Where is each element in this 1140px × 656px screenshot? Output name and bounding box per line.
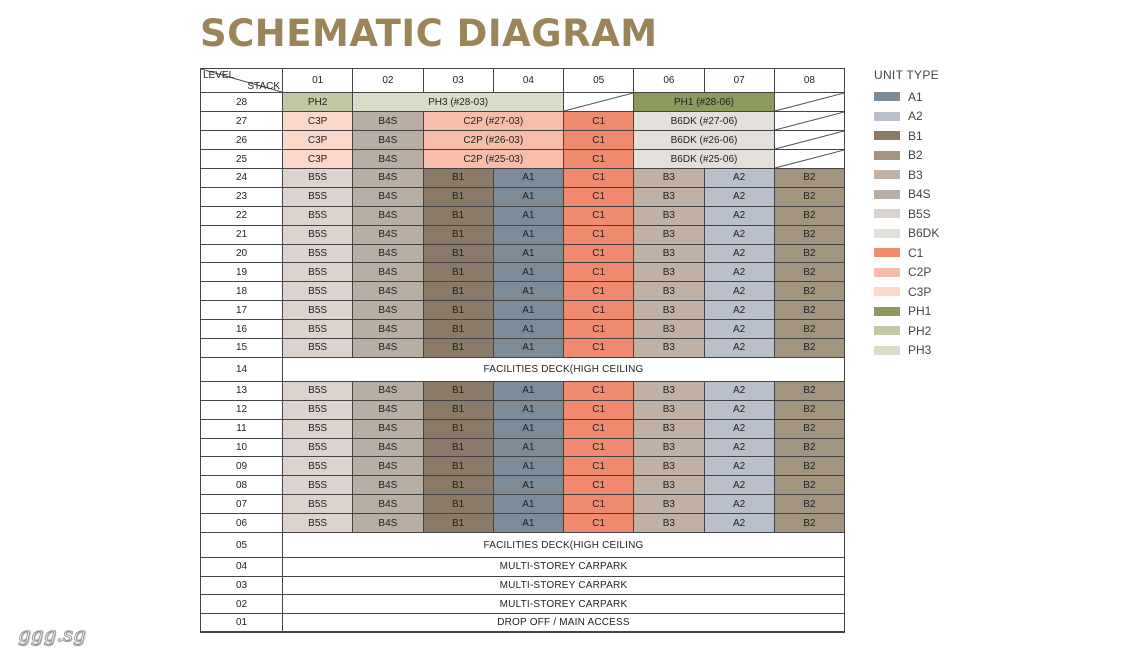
unit-12-06: B3: [634, 401, 704, 420]
void-28-2: [564, 93, 634, 112]
stack-header-03: 03: [424, 69, 494, 93]
level-label-12: 12: [201, 401, 283, 420]
legend-label: A1: [908, 89, 923, 104]
legend-label: B5S: [908, 206, 931, 221]
unit-24-01: B5S: [283, 169, 353, 188]
unit-12-02: B4S: [353, 401, 423, 420]
unit-22-06: B3: [634, 207, 704, 226]
unit-17-03: B1: [424, 301, 494, 320]
unit-07-08: B2: [775, 495, 845, 514]
unit-16-03: B1: [424, 320, 494, 339]
legend-item-b5s: [874, 204, 939, 224]
legend-swatch: [874, 307, 900, 316]
legend-item-b3: [874, 165, 939, 185]
legend-swatch: [874, 346, 900, 355]
unit-07-04: A1: [494, 495, 564, 514]
unit-16-01: B5S: [283, 320, 353, 339]
unit-11-01: B5S: [283, 420, 353, 439]
unit-19-01: B5S: [283, 263, 353, 282]
level-03-span: MULTI-STOREY CARPARK: [283, 577, 845, 596]
unit-09-03: B1: [424, 457, 494, 476]
level-label-22: 22: [201, 207, 283, 226]
unit-17-01: B5S: [283, 301, 353, 320]
legend-label: B1: [908, 128, 923, 143]
unit-09-04: A1: [494, 457, 564, 476]
stack-header-06: 06: [634, 69, 704, 93]
unit-23-08: B2: [775, 188, 845, 207]
legend-label: C3P: [908, 284, 932, 299]
unit-27-b4s: B4S: [353, 112, 423, 131]
unit-12-01: B5S: [283, 401, 353, 420]
legend-swatch: [874, 326, 900, 335]
level-label-10: 10: [201, 439, 283, 458]
unit-24-06: B3: [634, 169, 704, 188]
unit-12-05: C1: [564, 401, 634, 420]
unit-13-03: B1: [424, 382, 494, 401]
legend-label: B4S: [908, 187, 931, 202]
unit-16-08: B2: [775, 320, 845, 339]
legend-swatch: [874, 287, 900, 296]
unit-12-03: B1: [424, 401, 494, 420]
unit-06-06: B3: [634, 514, 704, 533]
legend-swatch: [874, 268, 900, 277]
unit-06-03: B1: [424, 514, 494, 533]
unit-20-05: C1: [564, 245, 634, 264]
unit-07-03: B1: [424, 495, 494, 514]
legend-swatch: [874, 190, 900, 199]
unit-13-07: A2: [705, 382, 775, 401]
legend-swatch: [874, 229, 900, 238]
unit-23-01: B5S: [283, 188, 353, 207]
unit-23-05: C1: [564, 188, 634, 207]
unit-21-08: B2: [775, 226, 845, 245]
unit-06-04: A1: [494, 514, 564, 533]
unit-22-07: A2: [705, 207, 775, 226]
level-02-span: MULTI-STOREY CARPARK: [283, 595, 845, 614]
level-04-span: MULTI-STOREY CARPARK: [283, 558, 845, 577]
unit-15-06: B3: [634, 339, 704, 358]
level-14-span: FACILITIES DECK(HIGH CEILING: [283, 358, 845, 382]
unit-09-07: A2: [705, 457, 775, 476]
unit-24-05: C1: [564, 169, 634, 188]
unit-19-07: A2: [705, 263, 775, 282]
legend-item-a2: [874, 107, 939, 127]
unit-19-03: B1: [424, 263, 494, 282]
unit-21-03: B1: [424, 226, 494, 245]
unit-10-06: B3: [634, 439, 704, 458]
schematic-table: [200, 68, 845, 633]
level-label-02: 02: [201, 595, 283, 614]
legend-swatch: [874, 151, 900, 160]
unit-17-06: B3: [634, 301, 704, 320]
level-label-20: 20: [201, 245, 283, 264]
legend-item-ph3: [874, 341, 939, 361]
unit-28-ph2: PH2: [283, 93, 353, 112]
unit-27-b6dk: B6DK (#27-06): [634, 112, 775, 131]
unit-13-01: B5S: [283, 382, 353, 401]
legend-item-b1: [874, 126, 939, 146]
unit-17-02: B4S: [353, 301, 423, 320]
legend-item-ph2: [874, 321, 939, 341]
level-label-23: 23: [201, 188, 283, 207]
level-label-01: 01: [201, 614, 283, 633]
unit-09-01: B5S: [283, 457, 353, 476]
level-label-28: 28: [201, 93, 283, 112]
unit-08-03: B1: [424, 476, 494, 495]
level-stack-corner: [201, 69, 283, 93]
legend-swatch: [874, 131, 900, 140]
unit-06-01: B5S: [283, 514, 353, 533]
unit-07-01: B5S: [283, 495, 353, 514]
unit-27-c1: C1: [564, 112, 634, 131]
unit-24-07: A2: [705, 169, 775, 188]
legend-swatch: [874, 92, 900, 101]
unit-09-08: B2: [775, 457, 845, 476]
level-label-27: 27: [201, 112, 283, 131]
unit-19-08: B2: [775, 263, 845, 282]
unit-09-05: C1: [564, 457, 634, 476]
unit-15-08: B2: [775, 339, 845, 358]
unit-25-b6dk: B6DK (#25-06): [634, 150, 775, 169]
unit-21-01: B5S: [283, 226, 353, 245]
unit-13-08: B2: [775, 382, 845, 401]
unit-23-03: B1: [424, 188, 494, 207]
unit-18-03: B1: [424, 282, 494, 301]
unit-24-08: B2: [775, 169, 845, 188]
level-label-08: 08: [201, 476, 283, 495]
level-label-17: 17: [201, 301, 283, 320]
unit-21-04: A1: [494, 226, 564, 245]
legend-label: B6DK: [908, 226, 940, 241]
unit-17-07: A2: [705, 301, 775, 320]
unit-21-02: B4S: [353, 226, 423, 245]
unit-27-c2p: C2P (#27-03): [424, 112, 565, 131]
unit-22-08: B2: [775, 207, 845, 226]
unit-10-03: B1: [424, 439, 494, 458]
unit-type-legend: [874, 68, 939, 360]
unit-16-05: C1: [564, 320, 634, 339]
unit-07-06: B3: [634, 495, 704, 514]
level-label-18: 18: [201, 282, 283, 301]
unit-09-06: B3: [634, 457, 704, 476]
unit-11-03: B1: [424, 420, 494, 439]
unit-16-07: A2: [705, 320, 775, 339]
unit-15-03: B1: [424, 339, 494, 358]
legend-label: PH2: [908, 323, 932, 338]
unit-23-06: B3: [634, 188, 704, 207]
unit-16-02: B4S: [353, 320, 423, 339]
unit-11-08: B2: [775, 420, 845, 439]
legend-item-c1: [874, 243, 939, 263]
unit-28-ph1: PH1 (#28-06): [634, 93, 775, 112]
level-label-21: 21: [201, 226, 283, 245]
legend-swatch: [874, 112, 900, 121]
unit-06-07: A2: [705, 514, 775, 533]
unit-10-07: A2: [705, 439, 775, 458]
unit-20-06: B3: [634, 245, 704, 264]
unit-26-c2p: C2P (#26-03): [424, 131, 565, 150]
unit-22-01: B5S: [283, 207, 353, 226]
unit-13-02: B4S: [353, 382, 423, 401]
unit-08-07: A2: [705, 476, 775, 495]
unit-11-06: B3: [634, 420, 704, 439]
legend-label: A2: [908, 109, 923, 124]
unit-16-06: B3: [634, 320, 704, 339]
unit-08-06: B3: [634, 476, 704, 495]
unit-15-04: A1: [494, 339, 564, 358]
unit-18-04: A1: [494, 282, 564, 301]
unit-13-04: A1: [494, 382, 564, 401]
unit-22-03: B1: [424, 207, 494, 226]
legend-swatch: [874, 170, 900, 179]
stack-header-05: 05: [564, 69, 634, 93]
unit-27-c3p: C3P: [283, 112, 353, 131]
level-label-24: 24: [201, 169, 283, 188]
level-label-05: 05: [201, 533, 283, 558]
stack-header-08: 08: [775, 69, 845, 93]
legend-label: C1: [908, 245, 924, 260]
void-25-5: [775, 150, 845, 169]
unit-06-08: B2: [775, 514, 845, 533]
level-header: LEVEL: [203, 70, 235, 81]
unit-18-02: B4S: [353, 282, 423, 301]
unit-15-02: B4S: [353, 339, 423, 358]
unit-10-05: C1: [564, 439, 634, 458]
unit-15-07: A2: [705, 339, 775, 358]
unit-12-08: B2: [775, 401, 845, 420]
unit-24-04: A1: [494, 169, 564, 188]
unit-08-02: B4S: [353, 476, 423, 495]
unit-11-04: A1: [494, 420, 564, 439]
void-27-5: [775, 112, 845, 131]
unit-06-02: B4S: [353, 514, 423, 533]
void-28-4: [775, 93, 845, 112]
unit-07-07: A2: [705, 495, 775, 514]
unit-08-05: C1: [564, 476, 634, 495]
unit-23-07: A2: [705, 188, 775, 207]
page-title: SCHEMATIC DIAGRAM: [200, 12, 658, 55]
unit-10-08: B2: [775, 439, 845, 458]
unit-08-08: B2: [775, 476, 845, 495]
unit-21-05: C1: [564, 226, 634, 245]
unit-08-04: A1: [494, 476, 564, 495]
unit-18-06: B3: [634, 282, 704, 301]
unit-15-05: C1: [564, 339, 634, 358]
watermark: ggg.sg: [18, 622, 86, 646]
unit-15-01: B5S: [283, 339, 353, 358]
unit-22-02: B4S: [353, 207, 423, 226]
unit-23-04: A1: [494, 188, 564, 207]
legend-item-ph1: [874, 302, 939, 322]
stack-header: STACK: [247, 81, 280, 92]
unit-21-06: B3: [634, 226, 704, 245]
unit-20-02: B4S: [353, 245, 423, 264]
legend-title: UNIT TYPE: [874, 68, 939, 82]
unit-10-02: B4S: [353, 439, 423, 458]
unit-25-c2p: C2P (#25-03): [424, 150, 565, 169]
level-label-03: 03: [201, 577, 283, 596]
unit-26-c1: C1: [564, 131, 634, 150]
unit-19-04: A1: [494, 263, 564, 282]
unit-28-ph3: PH3 (#28-03): [353, 93, 564, 112]
unit-20-07: A2: [705, 245, 775, 264]
legend-item-b4s: [874, 185, 939, 205]
level-label-13: 13: [201, 382, 283, 401]
level-label-16: 16: [201, 320, 283, 339]
unit-25-c3p: C3P: [283, 150, 353, 169]
unit-26-b6dk: B6DK (#26-06): [634, 131, 775, 150]
stack-header-04: 04: [494, 69, 564, 93]
unit-22-05: C1: [564, 207, 634, 226]
legend-label: C2P: [908, 265, 932, 280]
legend-item-b6dk: [874, 224, 939, 244]
legend-label: PH1: [908, 304, 932, 319]
unit-24-02: B4S: [353, 169, 423, 188]
level-01-span: DROP OFF / MAIN ACCESS: [283, 614, 845, 633]
unit-19-02: B4S: [353, 263, 423, 282]
level-label-26: 26: [201, 131, 283, 150]
unit-17-04: A1: [494, 301, 564, 320]
unit-18-05: C1: [564, 282, 634, 301]
legend-label: B2: [908, 148, 923, 163]
level-label-19: 19: [201, 263, 283, 282]
unit-06-05: C1: [564, 514, 634, 533]
unit-17-05: C1: [564, 301, 634, 320]
unit-19-06: B3: [634, 263, 704, 282]
unit-10-04: A1: [494, 439, 564, 458]
level-label-25: 25: [201, 150, 283, 169]
unit-07-02: B4S: [353, 495, 423, 514]
legend-swatch: [874, 209, 900, 218]
unit-23-02: B4S: [353, 188, 423, 207]
unit-12-07: A2: [705, 401, 775, 420]
level-label-15: 15: [201, 339, 283, 358]
unit-08-01: B5S: [283, 476, 353, 495]
unit-09-02: B4S: [353, 457, 423, 476]
unit-20-08: B2: [775, 245, 845, 264]
void-26-5: [775, 131, 845, 150]
unit-13-05: C1: [564, 382, 634, 401]
unit-11-02: B4S: [353, 420, 423, 439]
unit-20-03: B1: [424, 245, 494, 264]
level-label-06: 06: [201, 514, 283, 533]
legend-item-c3p: [874, 282, 939, 302]
unit-13-06: B3: [634, 382, 704, 401]
unit-26-b4s: B4S: [353, 131, 423, 150]
unit-11-07: A2: [705, 420, 775, 439]
unit-21-07: A2: [705, 226, 775, 245]
level-05-span: FACILITIES DECK(HIGH CEILING: [283, 533, 845, 558]
legend-items: [874, 87, 939, 360]
level-label-14: 14: [201, 358, 283, 382]
unit-11-05: C1: [564, 420, 634, 439]
legend-item-b2: [874, 146, 939, 166]
legend-item-c2p: [874, 263, 939, 283]
unit-20-01: B5S: [283, 245, 353, 264]
stack-header-02: 02: [353, 69, 423, 93]
level-label-11: 11: [201, 420, 283, 439]
unit-22-04: A1: [494, 207, 564, 226]
unit-26-c3p: C3P: [283, 131, 353, 150]
stack-header-01: 01: [283, 69, 353, 93]
level-label-09: 09: [201, 457, 283, 476]
legend-label: B3: [908, 167, 923, 182]
legend-label: PH3: [908, 343, 932, 358]
unit-19-05: C1: [564, 263, 634, 282]
unit-18-01: B5S: [283, 282, 353, 301]
unit-16-04: A1: [494, 320, 564, 339]
unit-18-08: B2: [775, 282, 845, 301]
unit-25-b4s: B4S: [353, 150, 423, 169]
level-label-07: 07: [201, 495, 283, 514]
unit-18-07: A2: [705, 282, 775, 301]
unit-24-03: B1: [424, 169, 494, 188]
level-label-04: 04: [201, 558, 283, 577]
legend-item-a1: [874, 87, 939, 107]
stack-header-07: 07: [705, 69, 775, 93]
unit-17-08: B2: [775, 301, 845, 320]
unit-07-05: C1: [564, 495, 634, 514]
legend-swatch: [874, 248, 900, 257]
unit-12-04: A1: [494, 401, 564, 420]
unit-20-04: A1: [494, 245, 564, 264]
unit-25-c1: C1: [564, 150, 634, 169]
unit-10-01: B5S: [283, 439, 353, 458]
